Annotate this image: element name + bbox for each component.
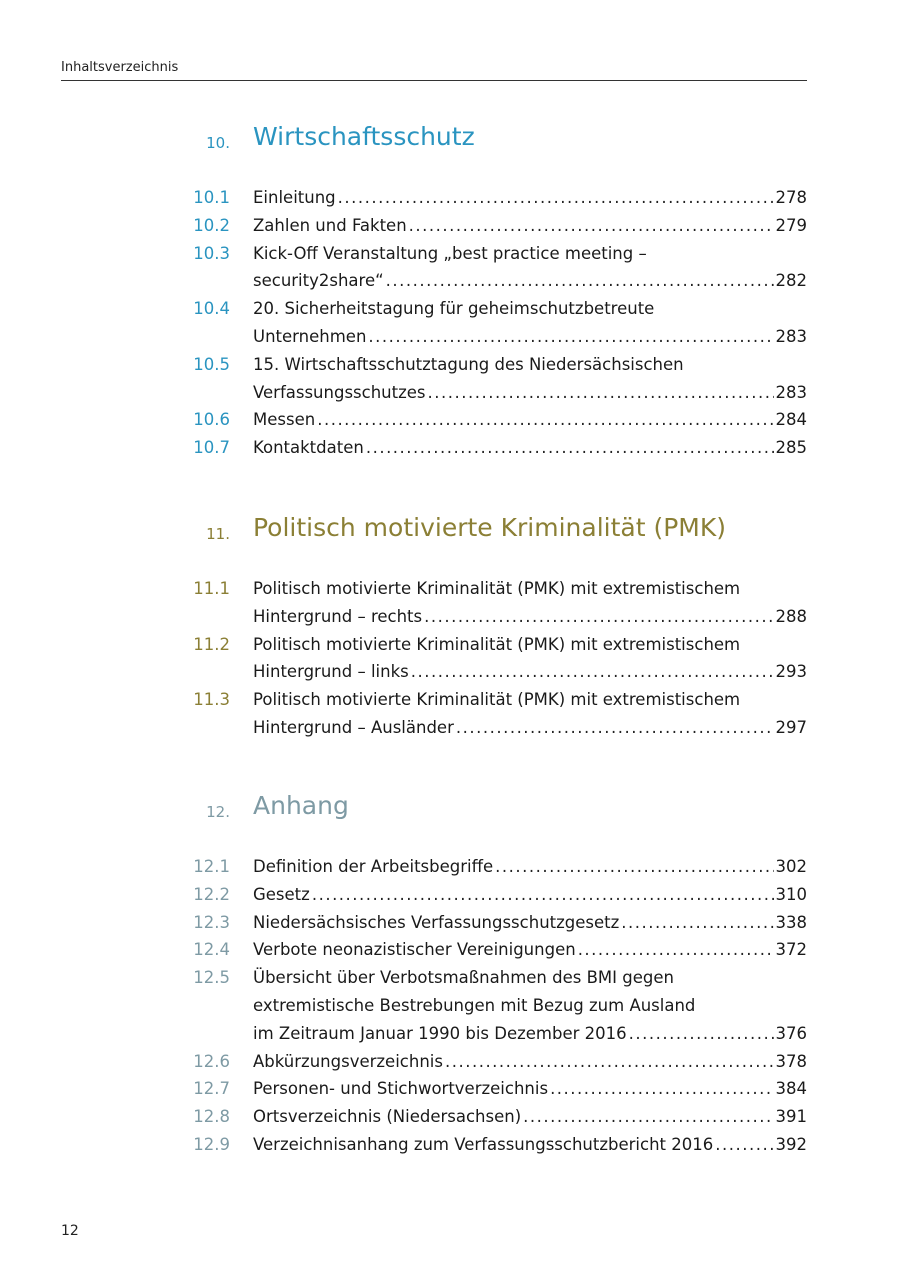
entry-text bbox=[253, 631, 807, 659]
entry-page-number: 297 bbox=[775, 717, 807, 737]
dot-leader bbox=[495, 853, 773, 881]
entry-page-number: 279 bbox=[775, 215, 807, 235]
dot-leader bbox=[424, 603, 773, 631]
entry-text bbox=[253, 575, 807, 603]
entry-page-number: 285 bbox=[775, 438, 807, 458]
entry-number: 12.1 bbox=[193, 857, 230, 876]
toc-entry bbox=[0, 631, 900, 659]
entry-number: 11.3 bbox=[193, 690, 230, 710]
entry-title: Unternehmen bbox=[253, 326, 367, 346]
entry-text bbox=[253, 992, 807, 1020]
entry-text bbox=[253, 936, 807, 964]
entry-number: 12.5 bbox=[193, 968, 230, 988]
entry-title: Hintergrund – Ausländer bbox=[253, 717, 454, 737]
entry-text bbox=[253, 212, 807, 240]
toc-entry bbox=[0, 1048, 900, 1076]
dot-leader bbox=[366, 434, 774, 462]
toc-entry bbox=[0, 406, 900, 434]
entry-text bbox=[253, 714, 807, 742]
entry-text bbox=[253, 686, 807, 714]
entry-title: Politisch motivierte Kriminalität (PMK) mit extremistischem bbox=[253, 690, 741, 710]
toc-entry-list bbox=[0, 184, 900, 462]
toc-entry bbox=[0, 964, 900, 992]
entry-title: Verzeichnisanhang zum Verfassungsschutzbericht 2016 bbox=[253, 1134, 714, 1154]
dot-leader bbox=[456, 714, 774, 742]
entry-text bbox=[253, 909, 807, 937]
chapter-11-pmk bbox=[0, 513, 900, 742]
entry-number: 12.3 bbox=[193, 912, 230, 932]
toc-entry bbox=[0, 434, 900, 462]
chapter-number: 10. bbox=[206, 134, 230, 152]
toc-entry bbox=[0, 881, 900, 909]
entry-text bbox=[253, 184, 807, 212]
entry-number: 12.9 bbox=[193, 1134, 230, 1154]
entry-title: Zahlen und Fakten bbox=[253, 215, 407, 235]
entry-text bbox=[253, 964, 807, 992]
toc-entry-list bbox=[0, 575, 900, 742]
entry-text bbox=[253, 1048, 807, 1076]
toc-entry bbox=[0, 1103, 900, 1131]
entry-title: Politisch motivierte Kriminalität (PMK) mit extremistischem bbox=[253, 634, 741, 654]
chapter-heading bbox=[0, 791, 900, 831]
entry-title: Hintergrund – links bbox=[253, 662, 409, 682]
chapter-12-anhang bbox=[0, 791, 900, 1159]
entry-title: Einleitung bbox=[253, 188, 336, 207]
toc-entry bbox=[0, 575, 900, 603]
entry-number: 12.2 bbox=[193, 884, 230, 904]
entry-title: Messen bbox=[253, 410, 316, 430]
entry-title: Kontaktdaten bbox=[253, 438, 364, 458]
entry-page-number: 372 bbox=[775, 940, 807, 960]
entry-text bbox=[253, 1020, 807, 1048]
dot-leader bbox=[578, 936, 774, 964]
entry-title: Verbote neonazistischer Vereinigungen bbox=[253, 940, 576, 960]
entry-text bbox=[253, 603, 807, 631]
dot-leader bbox=[428, 379, 774, 407]
chapter-title: Anhang bbox=[253, 791, 349, 820]
chapter-10-wirtschaftsschutz bbox=[0, 122, 900, 462]
toc-entry-continuation bbox=[0, 992, 900, 1020]
dot-leader bbox=[445, 1048, 774, 1076]
entry-number: 10.5 bbox=[193, 354, 230, 374]
toc-entry-continuation bbox=[0, 379, 900, 407]
entry-title: Verfassungsschutzes bbox=[253, 382, 426, 402]
dot-leader bbox=[317, 406, 773, 434]
entry-page-number: 283 bbox=[775, 382, 807, 402]
toc-entry bbox=[0, 1131, 900, 1159]
entry-title: Übersicht über Verbotsmaßnahmen des BMI gegen bbox=[253, 968, 674, 988]
toc-entry-continuation bbox=[0, 1020, 900, 1048]
entry-text bbox=[253, 240, 807, 268]
entry-title: security2share“ bbox=[253, 271, 384, 291]
toc-entry-list bbox=[0, 853, 900, 1159]
toc-entry bbox=[0, 686, 900, 714]
dot-leader bbox=[523, 1103, 773, 1131]
entry-text bbox=[253, 323, 807, 351]
dot-leader bbox=[312, 881, 774, 909]
entry-page-number: 376 bbox=[775, 1023, 807, 1043]
toc-entry-continuation bbox=[0, 658, 900, 686]
entry-title: Hintergrund – rechts bbox=[253, 606, 423, 626]
entry-text bbox=[253, 853, 807, 881]
entry-title: Kick-Off Veranstaltung „best practice meeting – bbox=[253, 243, 647, 263]
entry-title: Gesetz bbox=[253, 884, 310, 904]
toc-entry-continuation bbox=[0, 603, 900, 631]
toc-entry bbox=[0, 909, 900, 937]
entry-number: 10.4 bbox=[193, 299, 230, 319]
entry-number: 12.6 bbox=[193, 1051, 230, 1071]
entry-number: 10.1 bbox=[193, 188, 230, 207]
dot-leader bbox=[338, 184, 774, 212]
toc-entry-continuation bbox=[0, 323, 900, 351]
toc-entry bbox=[0, 853, 900, 881]
entry-page-number: 282 bbox=[775, 271, 807, 291]
entry-text bbox=[253, 1131, 807, 1159]
entry-page-number: 378 bbox=[775, 1051, 807, 1071]
entry-title: Personen- und Stichwortverzeichnis bbox=[253, 1079, 549, 1099]
entry-page-number: 288 bbox=[775, 606, 807, 626]
entry-page-number: 310 bbox=[775, 884, 807, 904]
entry-text bbox=[253, 295, 807, 323]
toc-entry bbox=[0, 936, 900, 964]
dot-leader bbox=[368, 323, 773, 351]
entry-text bbox=[253, 658, 807, 686]
entry-number: 12.8 bbox=[193, 1107, 230, 1127]
entry-page-number: 338 bbox=[775, 912, 807, 932]
chapter-title: Politisch motivierte Kriminalität (PMK) bbox=[253, 513, 726, 542]
chapter-title: Wirtschaftsschutz bbox=[253, 122, 475, 151]
running-header: Inhaltsverzeichnis bbox=[61, 60, 179, 75]
entry-title: Politisch motivierte Kriminalität (PMK) mit extremistischem bbox=[253, 579, 741, 598]
toc-entry bbox=[0, 212, 900, 240]
chapter-heading bbox=[0, 122, 900, 162]
entry-page-number: 293 bbox=[775, 662, 807, 682]
entry-text bbox=[253, 406, 807, 434]
entry-page-number: 283 bbox=[775, 326, 807, 346]
entry-page-number: 392 bbox=[775, 1134, 807, 1154]
toc-entry bbox=[0, 1075, 900, 1103]
entry-text bbox=[253, 434, 807, 462]
chapter-heading bbox=[0, 513, 900, 553]
entry-page-number: 384 bbox=[775, 1079, 807, 1099]
toc-entry bbox=[0, 351, 900, 379]
entry-page-number: 391 bbox=[775, 1107, 807, 1127]
entry-page-number: 284 bbox=[775, 410, 807, 430]
entry-text bbox=[253, 1103, 807, 1131]
page-number: 12 bbox=[61, 1223, 79, 1239]
entry-page-number: 302 bbox=[775, 857, 807, 876]
entry-title: im Zeitraum Januar 1990 bis Dezember 2016 bbox=[253, 1023, 627, 1043]
dot-leader bbox=[409, 212, 774, 240]
dot-leader bbox=[550, 1075, 773, 1103]
dot-leader bbox=[629, 1020, 774, 1048]
chapter-number: 12. bbox=[206, 803, 230, 821]
entry-number: 10.3 bbox=[193, 243, 230, 263]
entry-title: Abkürzungsverzeichnis bbox=[253, 1051, 443, 1071]
dot-leader bbox=[715, 1131, 773, 1159]
entry-text bbox=[253, 881, 807, 909]
entry-number: 11.2 bbox=[193, 634, 230, 654]
entry-number: 11.1 bbox=[193, 579, 230, 598]
entry-title: 15. Wirtschaftsschutztagung des Niedersächsischen bbox=[253, 354, 684, 374]
entry-text bbox=[253, 351, 807, 379]
entry-title: Ortsverzeichnis (Niedersachsen) bbox=[253, 1107, 522, 1127]
entry-number: 10.2 bbox=[193, 215, 230, 235]
entry-text bbox=[253, 379, 807, 407]
entry-number: 12.7 bbox=[193, 1079, 230, 1099]
entry-number: 12.4 bbox=[193, 940, 230, 960]
toc-entry bbox=[0, 184, 900, 212]
toc-entry-continuation bbox=[0, 714, 900, 742]
chapter-number: 11. bbox=[206, 525, 230, 543]
toc-entry bbox=[0, 240, 900, 268]
entry-title: Niedersächsisches Verfassungsschutzgesetz bbox=[253, 912, 620, 932]
entry-title: 20. Sicherheitstagung für geheimschutzbetreute bbox=[253, 299, 655, 319]
dot-leader bbox=[411, 658, 774, 686]
dot-leader bbox=[386, 267, 774, 295]
entry-page-number: 278 bbox=[775, 188, 807, 207]
header-divider bbox=[61, 80, 807, 81]
entry-title: Definition der Arbeitsbegriffe bbox=[253, 857, 494, 876]
toc-entry bbox=[0, 295, 900, 323]
dot-leader bbox=[621, 909, 773, 937]
toc-entry-continuation bbox=[0, 267, 900, 295]
entry-number: 10.6 bbox=[193, 410, 230, 430]
entry-text bbox=[253, 1075, 807, 1103]
entry-number: 10.7 bbox=[193, 438, 230, 458]
entry-text bbox=[253, 267, 807, 295]
entry-title: extremistische Bestrebungen mit Bezug zum Ausland bbox=[253, 995, 696, 1015]
